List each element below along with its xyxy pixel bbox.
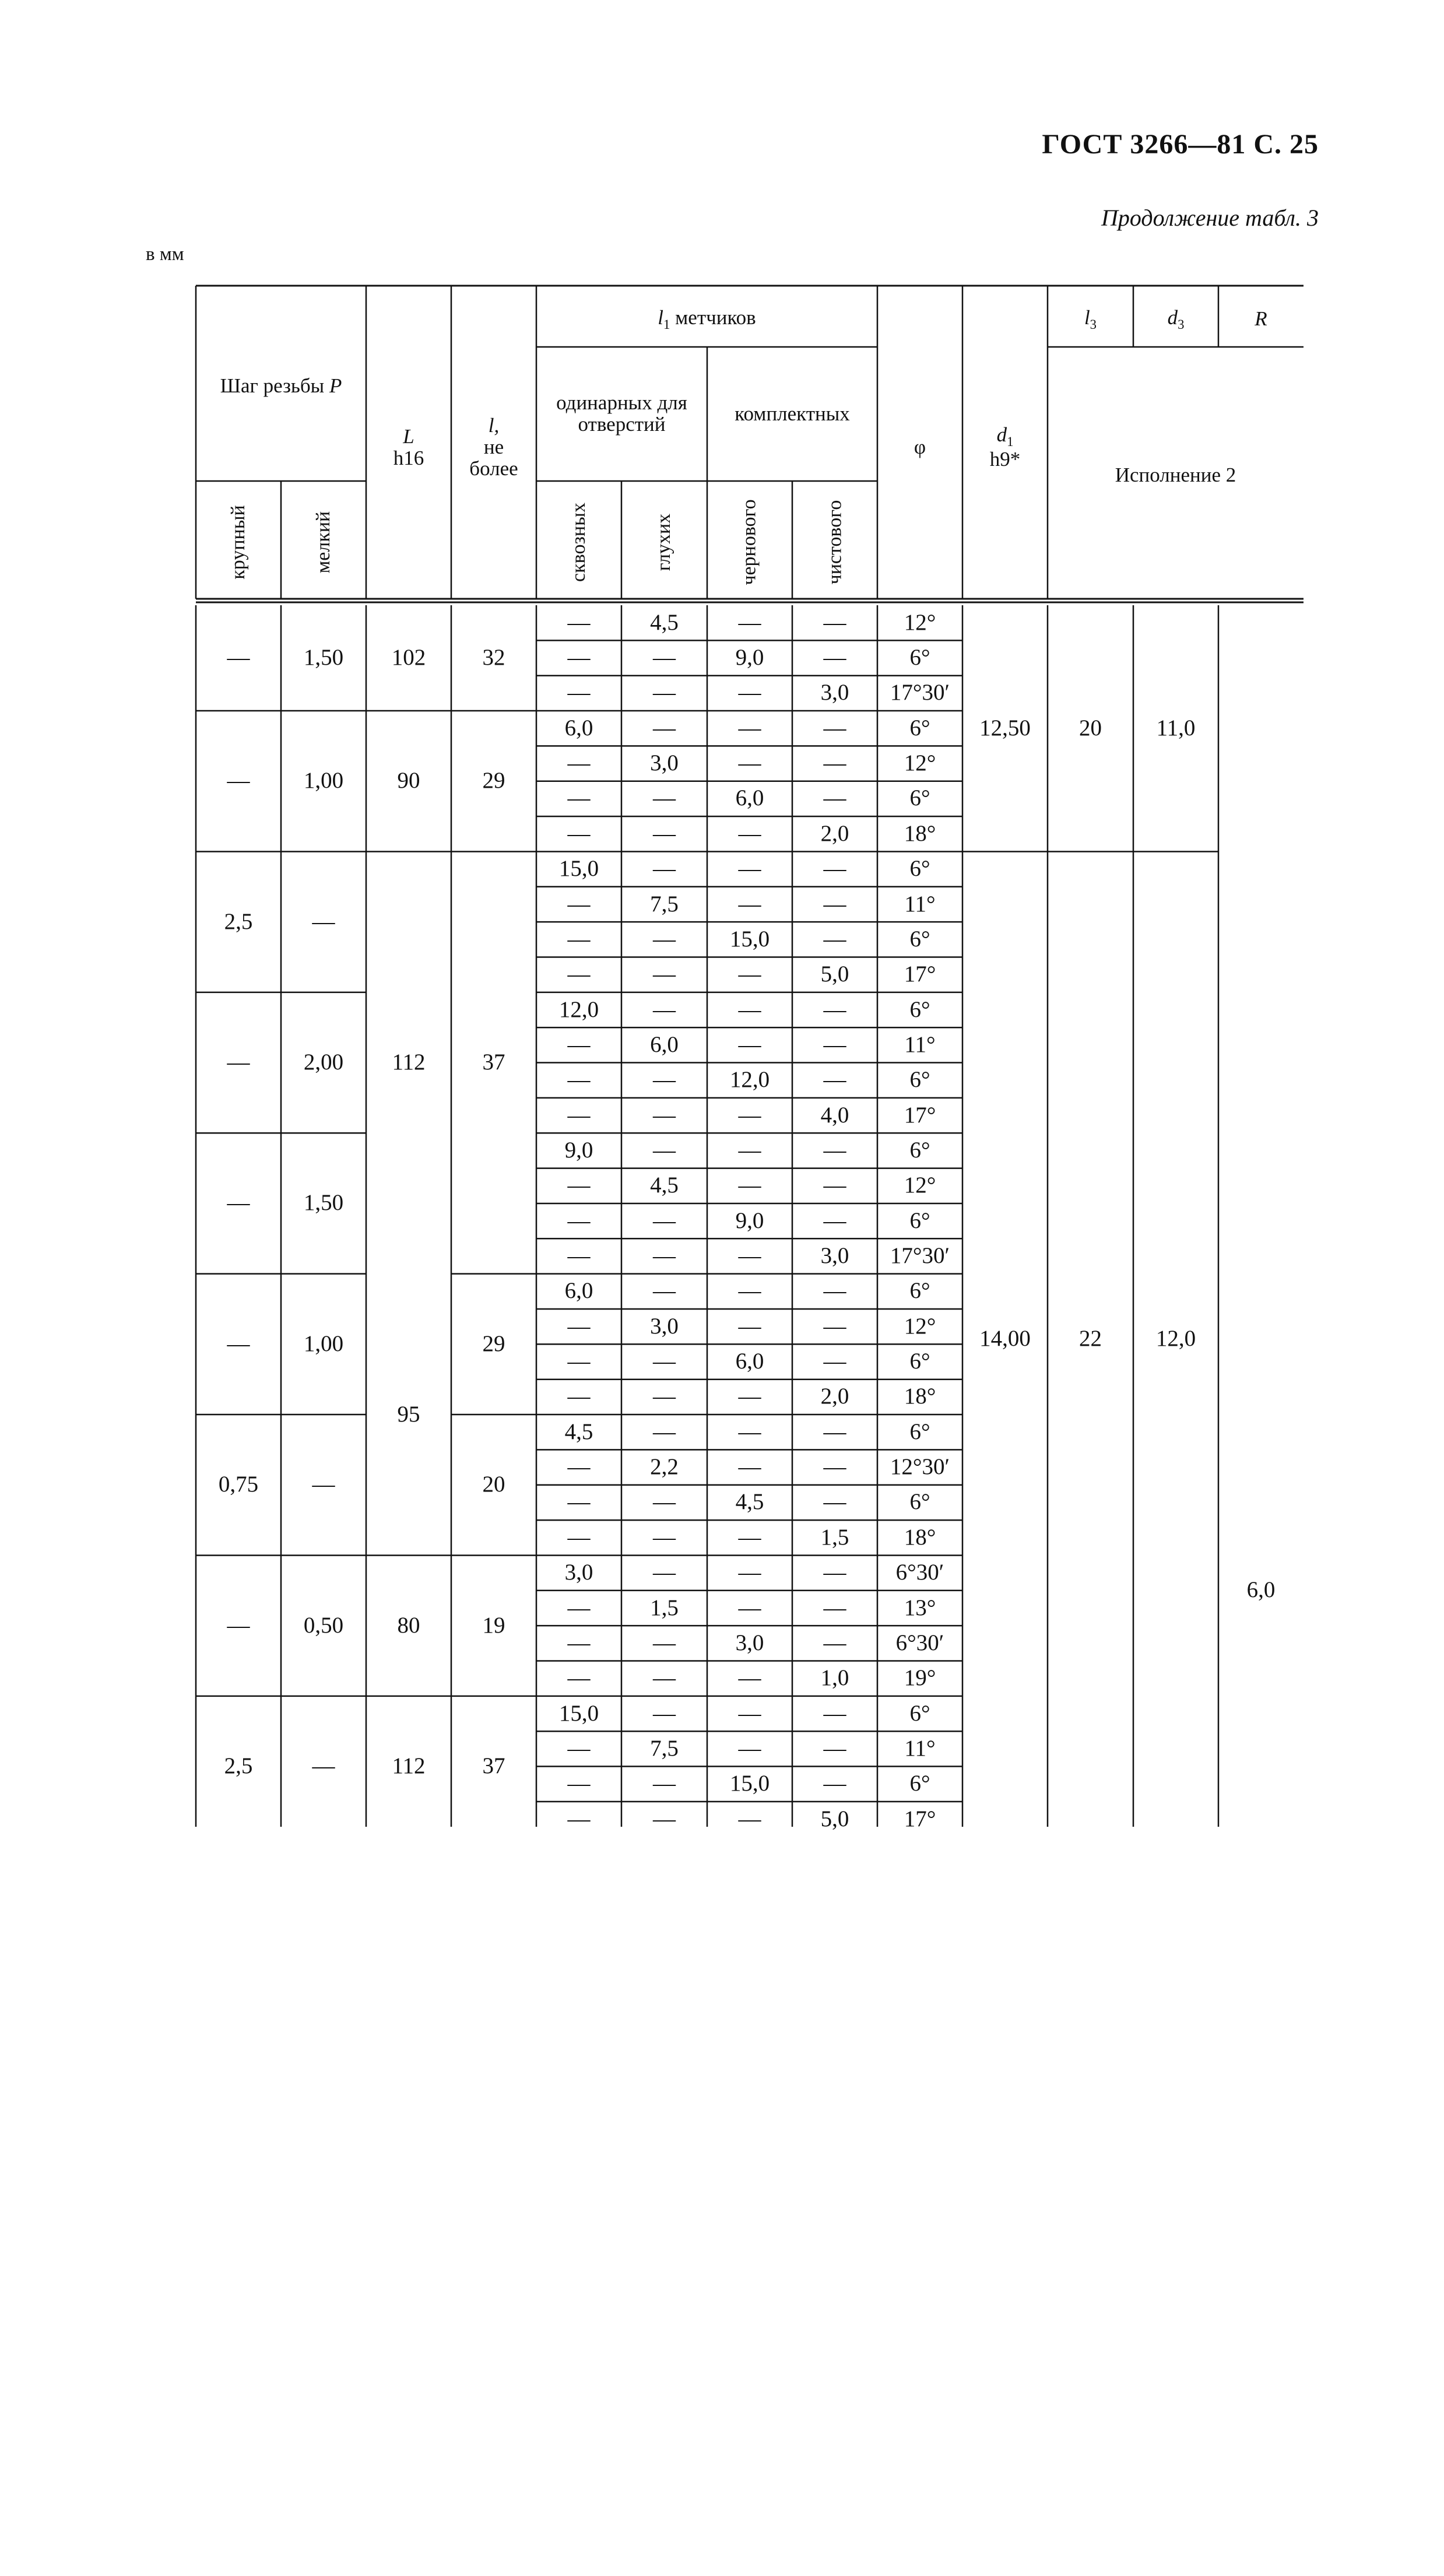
l-cell: 19 xyxy=(482,1612,505,1638)
l-cell: 37 xyxy=(482,1753,505,1779)
metchik-length-cell: 3,0 xyxy=(735,1630,764,1655)
metchik-length-cell: — xyxy=(567,750,591,776)
L-cell: 90 xyxy=(397,768,420,794)
metchik-length-cell: — xyxy=(738,715,761,740)
metchik-length-cell: — xyxy=(653,1489,676,1515)
metchik-length-cell: 5,0 xyxy=(820,1806,849,1831)
pitch-fine-cell: 1,00 xyxy=(303,768,344,794)
metchik-length-cell: — xyxy=(823,785,846,811)
metchik-length-cell: — xyxy=(823,750,846,776)
units-note: в мм xyxy=(146,244,184,265)
d1-cell: 12,50 xyxy=(979,715,1031,740)
phi-cell: 17° xyxy=(904,1806,936,1831)
metchik-length-cell: 3,0 xyxy=(820,680,849,706)
metchik-length-cell: — xyxy=(653,996,676,1022)
metchik-length-cell: — xyxy=(567,820,591,846)
metchik-length-cell: — xyxy=(738,1031,761,1057)
metchik-length-cell: — xyxy=(653,1208,676,1233)
metchik-length-cell: — xyxy=(653,1630,676,1655)
metchik-length-cell: — xyxy=(823,996,846,1022)
header-pitch: Шаг резьбы P xyxy=(220,374,342,398)
pitch-fine-cell: 1,50 xyxy=(303,1190,344,1216)
metchik-length-cell: — xyxy=(567,1665,591,1691)
metchik-length-cell: — xyxy=(653,1349,676,1374)
metchik-length-cell: 15,0 xyxy=(729,926,770,952)
header-rough: чернового xyxy=(739,499,760,585)
phi-cell: 6° xyxy=(909,785,930,811)
metchik-length-cell: — xyxy=(823,1208,846,1233)
metchik-length-cell: 15,0 xyxy=(558,1700,599,1726)
pitch-fine-cell: — xyxy=(312,908,335,934)
metchik-length-cell: — xyxy=(567,1031,591,1057)
metchik-length-cell: — xyxy=(567,1102,591,1128)
L-cell: 112 xyxy=(392,1050,426,1075)
metchik-length-cell: 4,5 xyxy=(650,609,679,635)
table-continuation-note: Продолжение табл. 3 xyxy=(1101,205,1319,231)
metchik-length-cell: 1,5 xyxy=(650,1595,679,1620)
metchik-length-cell: — xyxy=(823,1278,846,1304)
L-cell: 112 xyxy=(392,1753,426,1779)
metchik-length-cell: 15,0 xyxy=(558,856,599,882)
metchik-length-cell: — xyxy=(567,926,591,952)
metchik-length-cell: — xyxy=(653,1700,676,1726)
metchik-length-cell: — xyxy=(653,1384,676,1409)
metchik-length-cell: — xyxy=(738,961,761,987)
metchik-length-cell: — xyxy=(738,1419,761,1444)
phi-cell: 18° xyxy=(904,1384,936,1409)
phi-cell: 18° xyxy=(904,820,936,846)
metchik-length-cell: — xyxy=(823,1137,846,1163)
phi-cell: 18° xyxy=(904,1524,936,1550)
pitch-coarse-cell: 0,75 xyxy=(218,1472,259,1497)
metchik-length-cell: 2,0 xyxy=(820,1384,849,1409)
metchik-length-cell: — xyxy=(738,1102,761,1128)
metchik-length-cell: — xyxy=(738,1173,761,1198)
metchik-length-cell: 3,0 xyxy=(820,1243,849,1268)
phi-cell: 6° xyxy=(909,645,930,671)
pitch-fine-cell: 2,00 xyxy=(303,1050,344,1075)
metchik-length-cell: — xyxy=(653,1771,676,1796)
l3-cell: 20 xyxy=(1079,715,1102,740)
header-execution: Исполнение 2 xyxy=(1115,463,1236,486)
metchik-length-cell: 12,0 xyxy=(729,1067,770,1093)
phi-cell: 11° xyxy=(904,891,936,917)
header-l: l, не более xyxy=(469,414,518,480)
L-cell: 102 xyxy=(391,645,426,671)
metchik-length-cell: 2,0 xyxy=(820,820,849,846)
metchik-length-cell: 6,0 xyxy=(735,1349,764,1374)
metchik-length-cell: — xyxy=(823,1700,846,1726)
phi-cell: 6° xyxy=(909,996,930,1022)
metchik-length-cell: — xyxy=(823,1595,846,1620)
header-d3: $d_3$ xyxy=(1167,306,1185,332)
metchik-length-cell: — xyxy=(653,1243,676,1268)
header-fine: мелкий xyxy=(312,511,334,574)
metchik-length-cell: — xyxy=(653,1524,676,1550)
metchik-length-cell: 4,5 xyxy=(650,1173,679,1198)
metchik-length-cell: — xyxy=(823,1419,846,1444)
metchik-length-cell: — xyxy=(738,1384,761,1409)
phi-cell: 19° xyxy=(904,1665,936,1691)
metchik-length-cell: — xyxy=(823,1173,846,1198)
metchik-length-cell: — xyxy=(653,680,676,706)
metchik-length-cell: — xyxy=(567,1595,591,1620)
metchik-length-cell: — xyxy=(567,1243,591,1268)
metchik-length-cell: 7,5 xyxy=(650,891,679,917)
metchik-length-cell: — xyxy=(738,1278,761,1304)
header-l3: $l_3$ xyxy=(1084,306,1097,332)
pitch-coarse-cell: — xyxy=(227,1612,250,1638)
metchik-length-cell: 6,0 xyxy=(564,715,593,740)
metchik-length-cell: 9,0 xyxy=(735,645,764,671)
metchik-length-cell: — xyxy=(567,961,591,987)
metchik-length-cell: — xyxy=(823,891,846,917)
metchik-length-cell: — xyxy=(567,645,591,671)
metchik-length-cell: — xyxy=(653,820,676,846)
metchik-length-cell: — xyxy=(567,1349,591,1374)
metchik-length-cell: — xyxy=(567,1208,591,1233)
metchik-length-cell: — xyxy=(567,1735,591,1761)
phi-cell: 6° xyxy=(909,926,930,952)
metchik-length-cell: — xyxy=(653,1067,676,1093)
metchik-length-cell: — xyxy=(567,891,591,917)
metchik-length-cell: 4,5 xyxy=(735,1489,764,1515)
metchik-length-cell: 5,0 xyxy=(820,961,849,987)
L-cell: 80 xyxy=(397,1612,420,1638)
phi-cell: 6° xyxy=(909,1278,930,1304)
header-single: одинарных для отверстий xyxy=(556,391,687,436)
header-through: сквозных xyxy=(568,503,589,582)
pitch-coarse-cell: — xyxy=(227,768,250,794)
l-cell: 29 xyxy=(482,768,505,794)
l-cell: 29 xyxy=(482,1331,505,1356)
header-finish: чистового xyxy=(824,500,845,585)
metchik-length-cell: 9,0 xyxy=(735,1208,764,1233)
pitch-coarse-cell: 2,5 xyxy=(224,908,253,934)
metchik-length-cell: — xyxy=(653,785,676,811)
header-coarse: крупный xyxy=(227,505,249,580)
d3-cell: 11,0 xyxy=(1156,715,1196,740)
pitch-fine-cell: 0,50 xyxy=(303,1612,344,1638)
R-cell: 6,0 xyxy=(1246,1577,1276,1603)
metchik-length-cell: — xyxy=(653,1560,676,1585)
pitch-coarse-cell: — xyxy=(227,645,250,671)
metchik-length-cell: — xyxy=(823,609,846,635)
metchik-length-cell: — xyxy=(738,1560,761,1585)
phi-cell: 6°30′ xyxy=(895,1560,944,1585)
metchik-length-cell: — xyxy=(823,1735,846,1761)
phi-cell: 12° xyxy=(904,1313,936,1339)
metchik-length-cell: — xyxy=(567,1489,591,1515)
metchik-length-cell: 3,0 xyxy=(650,750,679,776)
metchik-length-cell: 3,0 xyxy=(650,1313,679,1339)
metchik-length-cell: — xyxy=(738,856,761,882)
metchik-length-cell: — xyxy=(823,856,846,882)
metchik-length-cell: — xyxy=(738,891,761,917)
pitch-fine-cell: 1,00 xyxy=(303,1331,344,1356)
pitch-fine-cell: 1,50 xyxy=(303,645,344,671)
metchik-length-cell: 6,0 xyxy=(735,785,764,811)
metchik-length-cell: — xyxy=(653,961,676,987)
phi-cell: 6° xyxy=(909,1067,930,1093)
metchik-length-cell: 3,0 xyxy=(564,1560,593,1585)
phi-cell: 12°30′ xyxy=(890,1454,950,1480)
metchik-length-cell: 7,5 xyxy=(650,1735,679,1761)
metchik-length-cell: — xyxy=(738,1454,761,1480)
metchik-length-cell: — xyxy=(653,1137,676,1163)
header-phi: φ xyxy=(914,436,926,459)
metchik-length-cell: 6,0 xyxy=(650,1031,679,1057)
metchik-length-cell: — xyxy=(738,1137,761,1163)
phi-cell: 11° xyxy=(904,1735,936,1761)
metchik-length-cell: — xyxy=(738,1313,761,1339)
metchik-length-cell: — xyxy=(567,680,591,706)
metchik-length-cell: — xyxy=(653,1278,676,1304)
metchik-length-cell: — xyxy=(567,609,591,635)
metchik-length-cell: — xyxy=(738,1524,761,1550)
phi-cell: 17° xyxy=(904,961,936,987)
metchik-length-cell: — xyxy=(823,1560,846,1585)
metchik-length-cell: — xyxy=(653,1419,676,1444)
metchik-length-cell: — xyxy=(567,1806,591,1831)
phi-cell: 17°30′ xyxy=(890,680,950,706)
metchik-length-cell: — xyxy=(567,1313,591,1339)
metchik-length-cell: — xyxy=(738,1595,761,1620)
metchik-length-cell: — xyxy=(823,715,846,740)
phi-cell: 6° xyxy=(909,1700,930,1726)
metchik-length-cell: — xyxy=(738,1806,761,1831)
phi-cell: 6° xyxy=(909,856,930,882)
header-blind: глухих xyxy=(653,513,675,571)
L-cell: 95 xyxy=(397,1401,420,1427)
phi-cell: 6° xyxy=(909,1771,930,1796)
pitch-coarse-cell: — xyxy=(227,1331,250,1356)
metchik-length-cell: — xyxy=(738,1243,761,1268)
metchik-length-cell: — xyxy=(738,680,761,706)
metchik-length-cell: 12,0 xyxy=(558,996,599,1022)
metchik-length-cell: — xyxy=(567,1524,591,1550)
metchik-length-cell: — xyxy=(823,645,846,671)
metchik-length-cell: — xyxy=(653,1665,676,1691)
metchik-length-cell: 1,0 xyxy=(820,1665,849,1691)
metchik-length-cell: — xyxy=(738,1700,761,1726)
metchik-length-cell: 2,2 xyxy=(650,1454,679,1480)
metchik-length-cell: — xyxy=(653,1102,676,1128)
l-cell: 32 xyxy=(482,645,505,671)
metchik-length-cell: — xyxy=(567,1454,591,1480)
metchik-length-cell: 1,5 xyxy=(820,1524,849,1550)
phi-cell: 6° xyxy=(909,1208,930,1233)
metchik-length-cell: — xyxy=(567,1067,591,1093)
phi-cell: 17°30′ xyxy=(890,1243,950,1268)
header-d1: $d_1$ h9* xyxy=(989,423,1021,471)
metchik-length-cell: — xyxy=(653,645,676,671)
metchik-length-cell: — xyxy=(567,785,591,811)
header-R: R xyxy=(1255,307,1267,331)
metchik-length-cell: — xyxy=(738,1735,761,1761)
header-L: L h16 xyxy=(393,424,424,469)
phi-cell: 13° xyxy=(904,1595,936,1620)
metchik-length-cell: — xyxy=(738,820,761,846)
phi-cell: 17° xyxy=(904,1102,936,1128)
phi-cell: 12° xyxy=(904,609,936,635)
phi-cell: 6° xyxy=(909,1137,930,1163)
metchik-length-cell: — xyxy=(823,1067,846,1093)
metchik-length-cell: — xyxy=(653,856,676,882)
metchik-length-cell: — xyxy=(567,1384,591,1409)
metchik-length-cell: — xyxy=(823,1489,846,1515)
phi-cell: 12° xyxy=(904,1173,936,1198)
l-cell: 20 xyxy=(482,1472,505,1497)
metchik-length-cell: — xyxy=(738,1665,761,1691)
metchik-length-cell: — xyxy=(823,1771,846,1796)
phi-cell: 6° xyxy=(909,715,930,740)
phi-cell: 11° xyxy=(904,1031,936,1057)
metchik-length-cell: 4,0 xyxy=(820,1102,849,1128)
header-complete: комплектных xyxy=(735,402,850,425)
metchik-length-cell: — xyxy=(653,715,676,740)
metchik-length-cell: — xyxy=(738,750,761,776)
phi-cell: 6° xyxy=(909,1489,930,1515)
phi-cell: 6° xyxy=(909,1349,930,1374)
metchik-length-cell: — xyxy=(567,1630,591,1655)
metchik-length-cell: — xyxy=(823,1630,846,1655)
metchik-length-cell: — xyxy=(823,1349,846,1374)
metchik-length-cell: — xyxy=(823,1454,846,1480)
metchik-length-cell: 6,0 xyxy=(564,1278,593,1304)
metchik-length-cell: 9,0 xyxy=(564,1137,593,1163)
pitch-fine-cell: — xyxy=(312,1753,335,1779)
metchik-length-cell: — xyxy=(738,609,761,635)
l-cell: 37 xyxy=(482,1050,505,1075)
metchik-length-cell: — xyxy=(653,926,676,952)
l3-cell: 22 xyxy=(1079,1326,1102,1352)
metchik-length-cell: — xyxy=(653,1806,676,1831)
metchik-length-cell: 15,0 xyxy=(729,1771,770,1796)
metchik-length-cell: — xyxy=(823,926,846,952)
phi-cell: 6°30′ xyxy=(895,1630,944,1655)
d1-cell: 14,00 xyxy=(979,1326,1031,1352)
phi-cell: 12° xyxy=(904,750,936,776)
metchik-length-cell: — xyxy=(823,1031,846,1057)
pitch-coarse-cell: — xyxy=(227,1050,250,1075)
header-l1-group: $l_1$ метчиков xyxy=(658,306,756,332)
phi-cell: 6° xyxy=(909,1419,930,1444)
d3-cell: 12,0 xyxy=(1155,1326,1196,1352)
page-title: ГОСТ 3266—81 С. 25 xyxy=(1042,129,1319,160)
metchik-length-cell: — xyxy=(738,996,761,1022)
metchik-length-cell: 4,5 xyxy=(564,1419,593,1444)
pitch-coarse-cell: 2,5 xyxy=(224,1753,253,1779)
pitch-coarse-cell: — xyxy=(227,1190,250,1216)
metchik-length-cell: — xyxy=(567,1771,591,1796)
metchik-length-cell: — xyxy=(823,1313,846,1339)
metchik-length-cell: — xyxy=(567,1173,591,1198)
pitch-fine-cell: — xyxy=(312,1472,335,1497)
